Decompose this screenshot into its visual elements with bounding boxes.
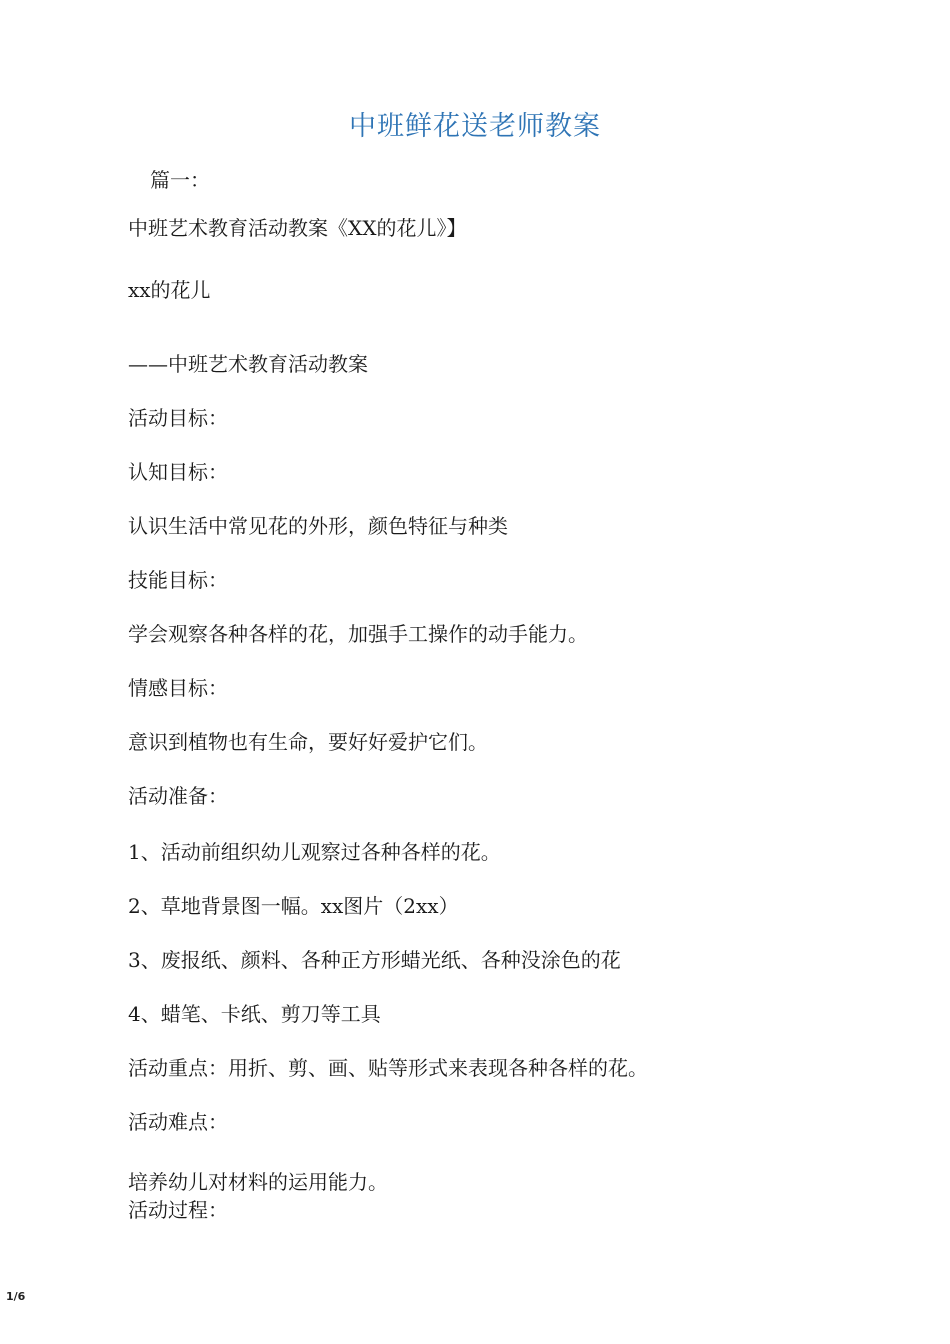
lesson-plan-title: 中班艺术教育活动教案《XX的花儿》】: [128, 216, 467, 240]
skill-goal-text: 学会观察各种各样的花，加强手工操作的动手能力。: [128, 622, 588, 646]
document-title: 中班鲜花送老师教案: [349, 111, 601, 142]
emotional-goal-text: 意识到植物也有生命，要好好爱护它们。: [128, 730, 488, 754]
page-indicator: 1/6: [6, 1290, 26, 1303]
preparation-item-4: 4、蜡笔、卡纸、剪刀等工具: [128, 1002, 381, 1026]
cognitive-goal-text: 认识生活中常见花的外形，颜色特征与种类: [128, 514, 508, 538]
difficulty-heading: 活动难点：: [128, 1110, 228, 1134]
lesson-subtitle: ——中班艺术教育活动教案: [128, 352, 368, 376]
goals-heading: 活动目标：: [128, 406, 228, 430]
preparation-item-3: 3、废报纸、颜料、各种正方形蜡光纸、各种没涂色的花: [128, 948, 621, 972]
skill-goal-heading: 技能目标：: [128, 568, 228, 592]
key-point-text: 活动重点：用折、剪、画、贴等形式来表现各种各样的花。: [128, 1056, 648, 1080]
section-heading-part-one: 篇一：: [150, 168, 210, 192]
preparation-item-2: 2、草地背景图一幅。xx图片（2xx）: [128, 894, 459, 918]
cognitive-goal-heading: 认知目标：: [128, 460, 228, 484]
preparation-item-1: 1、活动前组织幼儿观察过各种各样的花。: [128, 840, 501, 864]
lesson-name: xx的花儿: [128, 278, 211, 302]
process-heading: 活动过程：: [128, 1198, 228, 1222]
difficulty-text: 培养幼儿对材料的运用能力。: [128, 1170, 388, 1194]
emotional-goal-heading: 情感目标：: [128, 676, 228, 700]
preparation-heading: 活动准备：: [128, 784, 228, 808]
